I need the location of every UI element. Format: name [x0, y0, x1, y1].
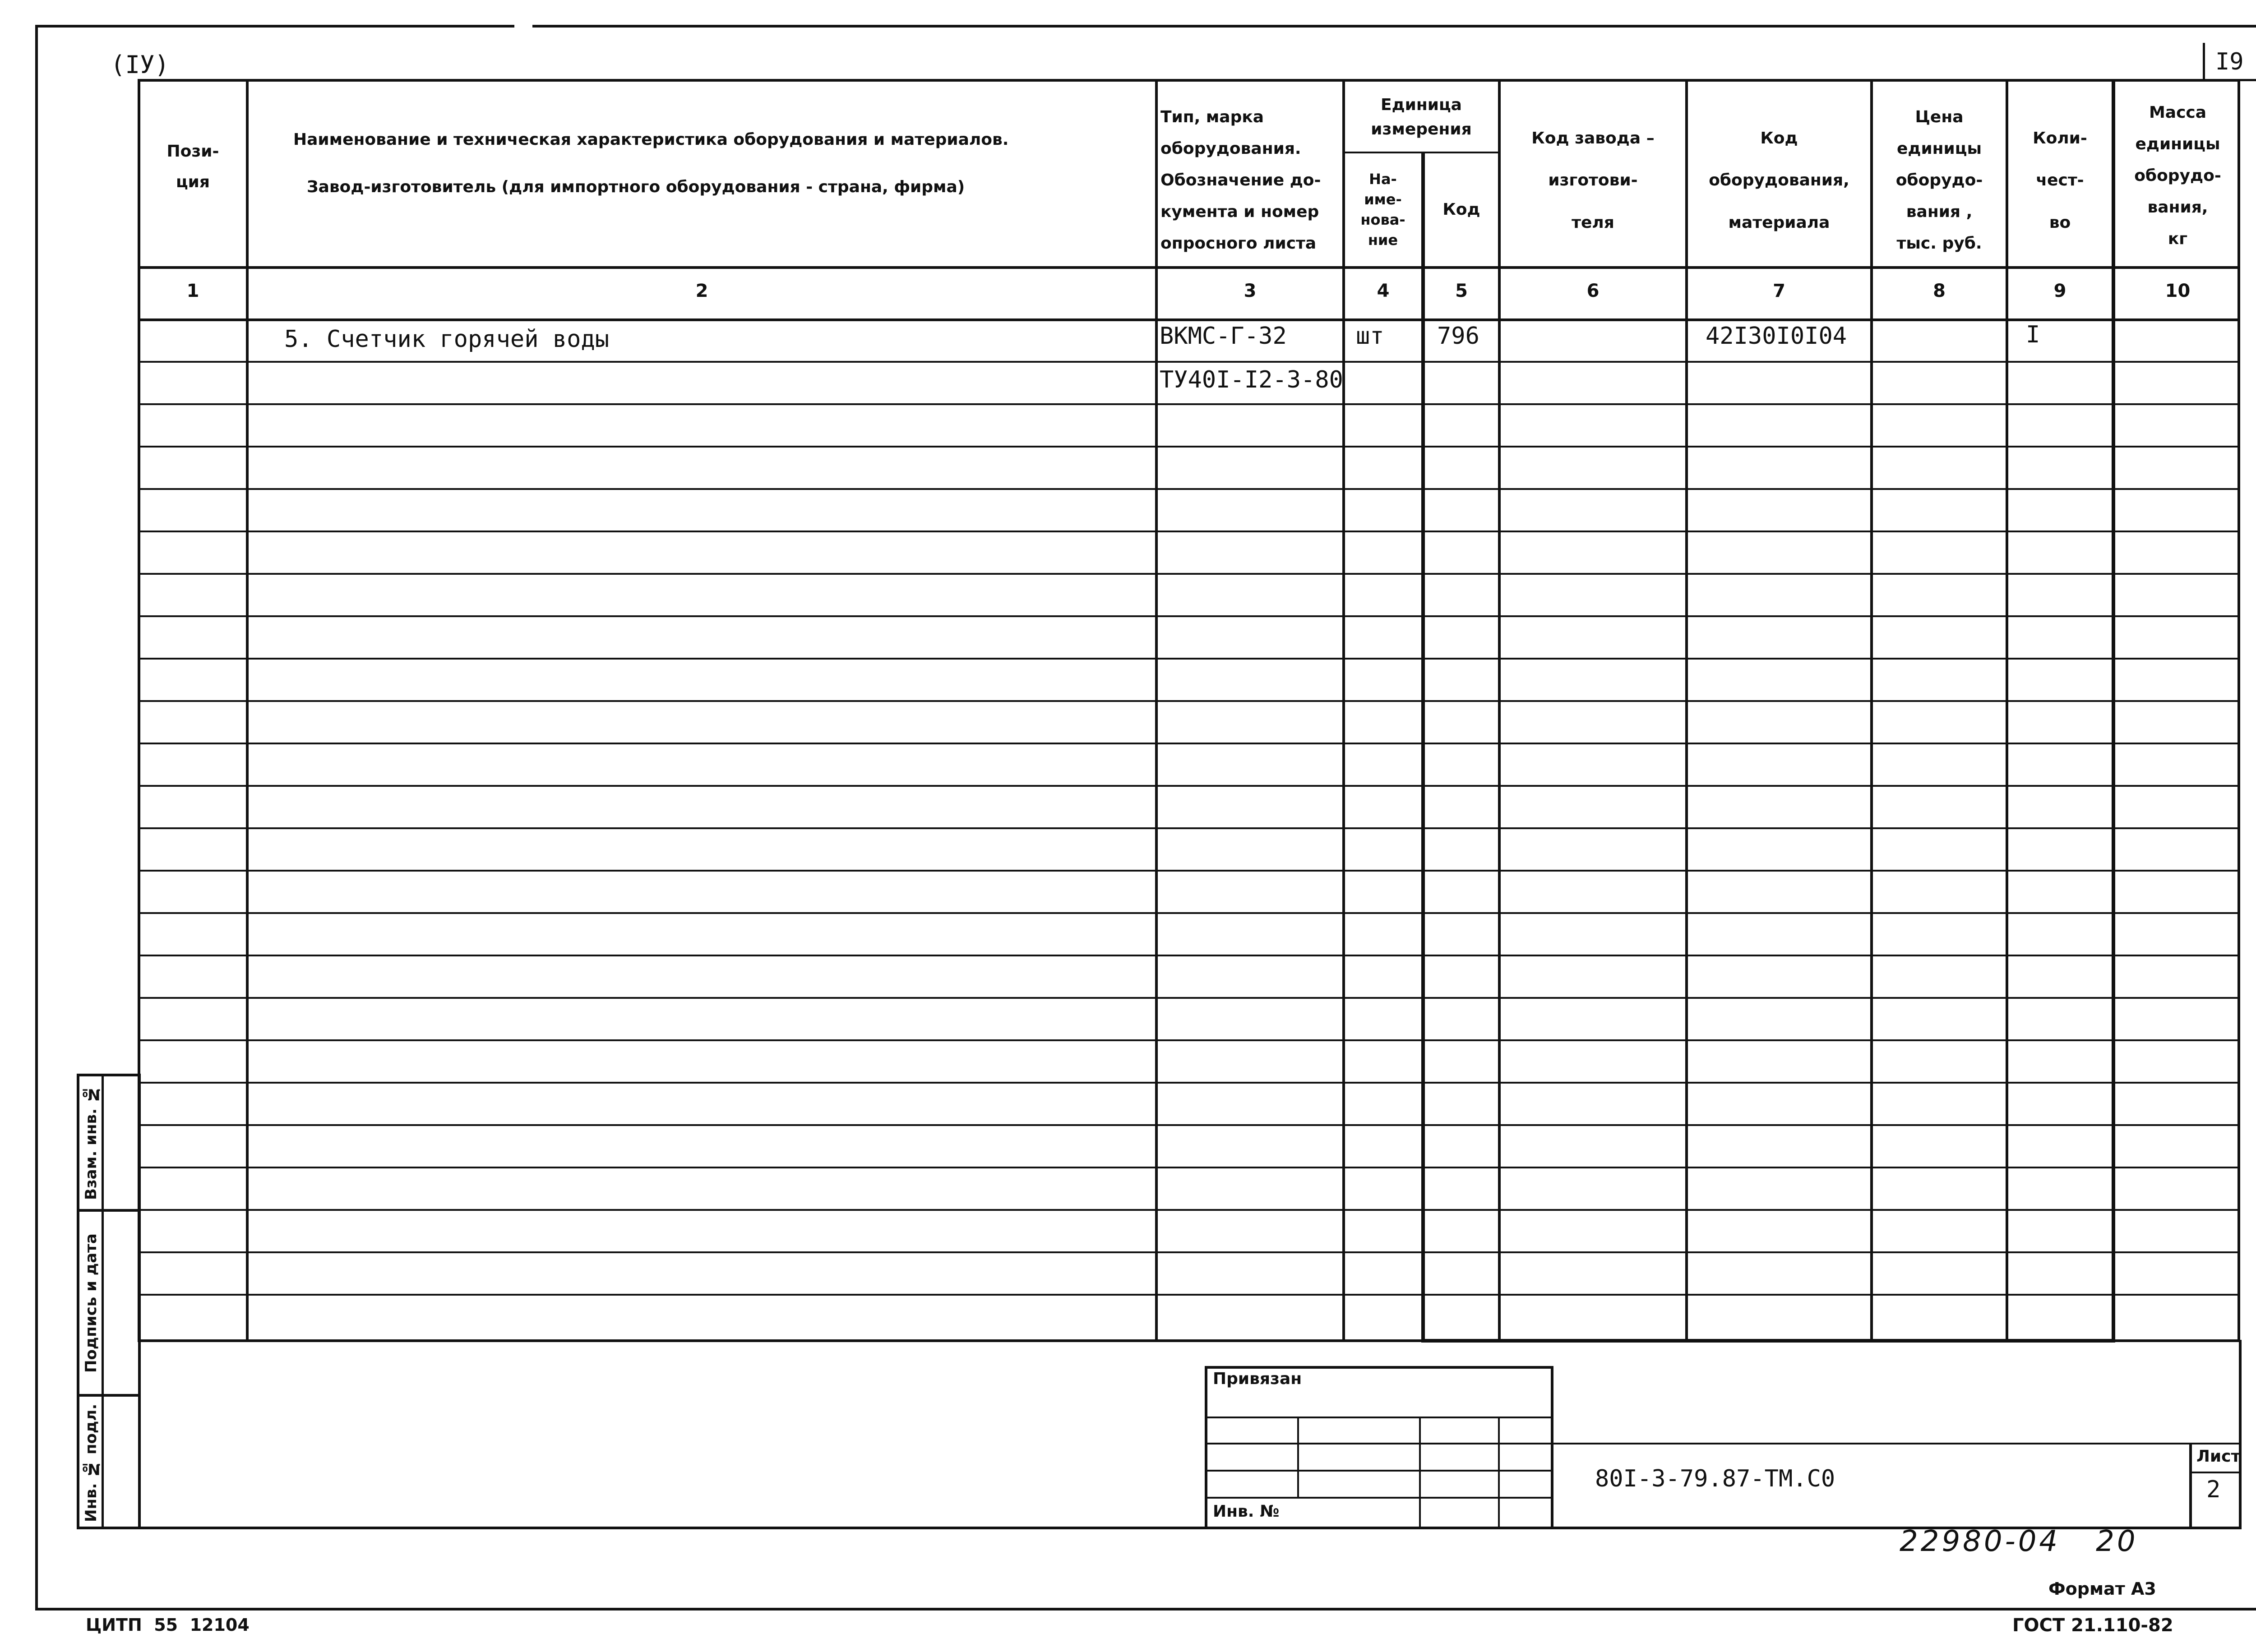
- row-line: [138, 1082, 2240, 1084]
- tb-vline-3: [1498, 1417, 1500, 1529]
- handwritten-number: 22980-04 20: [1900, 1525, 2138, 1558]
- row-line: [138, 531, 2240, 532]
- row-line: [138, 1167, 2240, 1168]
- col-4-header: На- име- нова- ние: [1360, 171, 1405, 249]
- inv-no-label: Инв. №: [1213, 1502, 1280, 1521]
- col-6-num: 6: [1586, 281, 1600, 301]
- tb-line-2: [1205, 1443, 1553, 1444]
- row-1-name: 5. Счетчик горячей воды: [284, 326, 610, 353]
- row-line: [138, 912, 2240, 914]
- row-1-qty: I: [2026, 321, 2040, 348]
- standard-label: ГОСТ 21.110-82: [2012, 1615, 2173, 1636]
- row-line: [138, 1209, 2240, 1211]
- row-line: [138, 573, 2240, 575]
- col-1-header: Пози- ция: [166, 142, 219, 191]
- col-line-4: [1421, 153, 1425, 1342]
- row-2-type: ТУ40I-I2-3-80: [1160, 366, 1343, 393]
- sheet-label: Лист: [2196, 1447, 2241, 1466]
- row-line: [138, 488, 2240, 490]
- col-6-header: Код завода – изготови- теля: [1531, 129, 1655, 232]
- row-line: [138, 700, 2240, 702]
- tb-vline-2: [1419, 1417, 1421, 1529]
- row-line: [138, 1124, 2240, 1126]
- printer-label: ЦИТП 55 12104: [86, 1615, 250, 1635]
- row-line: [138, 615, 2240, 617]
- doc-code-top-line: [1553, 1443, 2242, 1444]
- col-2-header-line1: Наименование и техническая характеристика оборудования и материалов.: [293, 130, 1009, 149]
- col-5-header: Код: [1442, 200, 1480, 219]
- sheet-value: 2: [2206, 1476, 2221, 1503]
- col-4-num: 4: [1377, 281, 1390, 301]
- frame-gap: [514, 23, 532, 30]
- side-stamp-sep-2: [77, 1394, 141, 1397]
- unit-group-line: [1342, 152, 1500, 153]
- col-3-num: 3: [1244, 281, 1257, 301]
- row-line: [138, 1039, 2240, 1041]
- page-marker: (IУ): [111, 51, 170, 79]
- col-2-header-line2: Завод-изготовитель (для импортного оборудования - страна, фирма): [307, 177, 965, 196]
- row-1-unit-code: 796: [1437, 323, 1479, 350]
- num-row-line: [138, 318, 2240, 321]
- sheet-number-top: I9: [2215, 48, 2244, 75]
- row-1-unit: шт: [1356, 323, 1384, 350]
- col-3-header: Тип, марка оборудования. Обозначение до- кумента и номер опросного листа: [1160, 107, 1321, 253]
- tb-line-1: [1205, 1417, 1553, 1418]
- sign-date-label: Подпись и дата: [82, 1233, 100, 1373]
- doc-code: 80I-3-79.87-ТМ.С0: [1595, 1465, 1835, 1492]
- row-line: [138, 1251, 2240, 1253]
- side-stamp-divider: [102, 1074, 104, 1529]
- inv-orig-label: Инв. № подл.: [82, 1403, 100, 1522]
- sheet-box-divider: [2189, 1472, 2242, 1473]
- col-1-num: 1: [186, 281, 199, 301]
- row-1-equip-code: 42I30I0I04: [1706, 323, 1847, 350]
- col-8-header: Цена единицы оборудо- вания , тыс. руб.: [1895, 107, 1983, 253]
- row-line: [138, 361, 2240, 363]
- col-9-header: Коли- чест- во: [2033, 129, 2087, 232]
- row-line: [138, 827, 2240, 829]
- row-line: [138, 658, 2240, 660]
- row-line: [138, 743, 2240, 744]
- col-10-num: 10: [2165, 281, 2191, 301]
- tb-line-4: [1205, 1497, 1553, 1499]
- col-7-header: Код оборудования, материала: [1709, 129, 1849, 232]
- format-label: Формат А3: [2048, 1579, 2156, 1599]
- unit-group-header: Единица измерения: [1371, 96, 1472, 138]
- row-line: [138, 785, 2240, 787]
- attached-label: Привязан: [1213, 1370, 1302, 1388]
- row-line: [138, 403, 2240, 405]
- inv-replace-label: Взам. инв. №: [82, 1085, 100, 1200]
- row-line: [138, 1294, 2240, 1296]
- row-line: [138, 870, 2240, 872]
- col-5-num: 5: [1455, 281, 1468, 301]
- row-line: [138, 955, 2240, 956]
- row-line: [138, 997, 2240, 999]
- row-1-type: ВКМС-Г-32: [1160, 323, 1287, 350]
- row-line: [138, 446, 2240, 448]
- tb-vline-1: [1297, 1417, 1299, 1498]
- tb-line-3: [1205, 1470, 1553, 1472]
- col-7-num: 7: [1773, 281, 1785, 301]
- col-8-num: 8: [1933, 281, 1946, 301]
- bold-bottom: [1421, 1339, 2115, 1343]
- col-2-num: 2: [695, 281, 708, 301]
- col-9-num: 9: [2053, 281, 2066, 301]
- side-stamp-sep-1: [77, 1209, 141, 1212]
- col-10-header: Масса единицы оборудо- вания, кг: [2134, 103, 2221, 249]
- header-bottom-line: [138, 266, 2240, 269]
